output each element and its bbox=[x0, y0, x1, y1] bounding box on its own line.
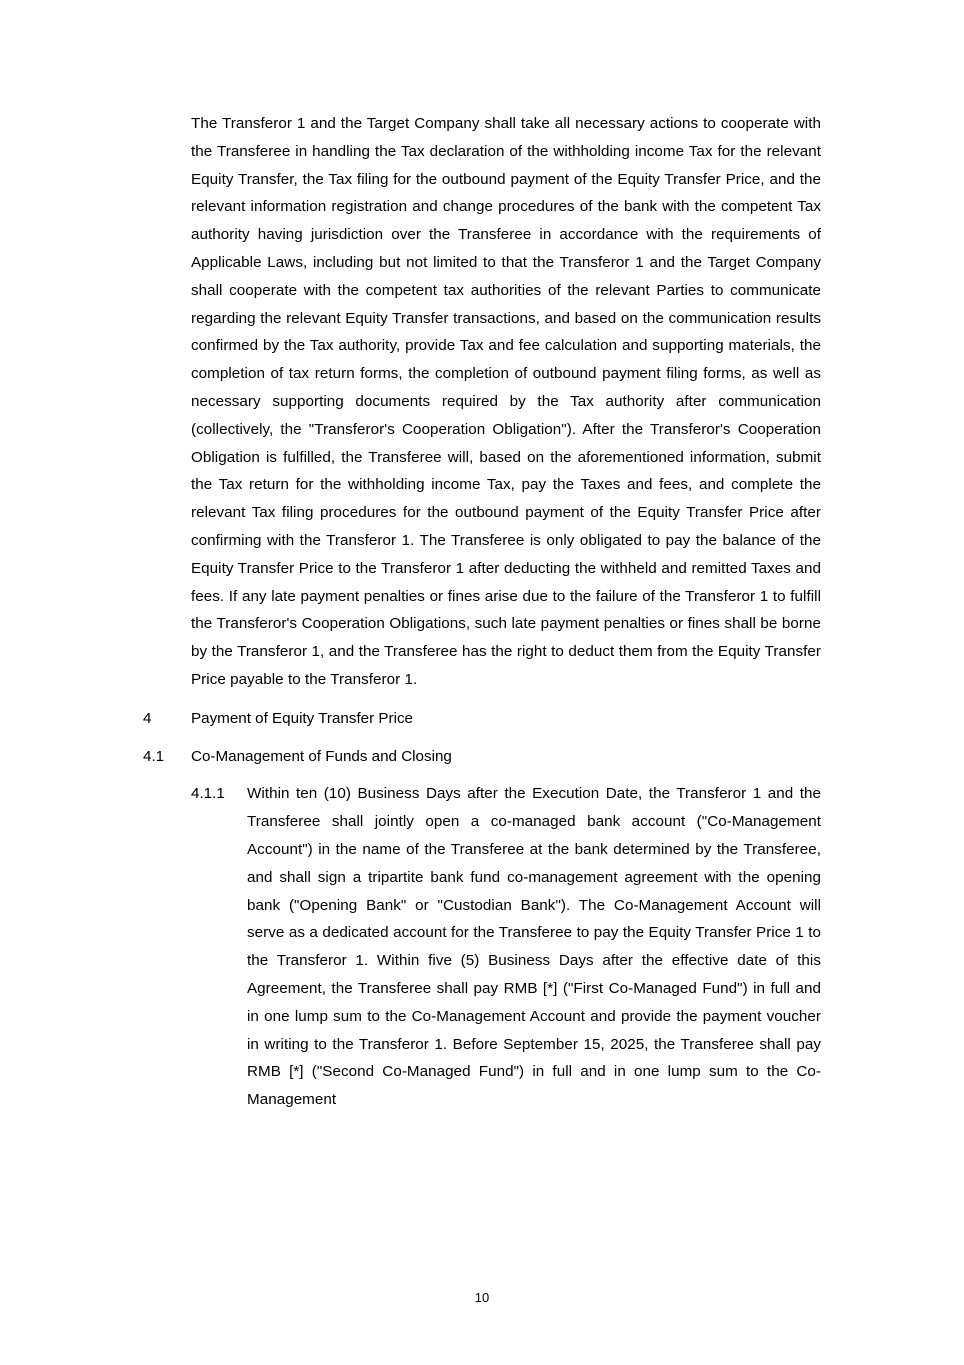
section-heading-4-1 bbox=[143, 743, 821, 771]
page-content bbox=[143, 110, 821, 1114]
paragraph-tax-cooperation-block bbox=[191, 110, 821, 694]
clause-number-4-1-1: 4.1.1 bbox=[191, 785, 225, 803]
section-title-4-1: Co-Management of Funds and Closing bbox=[191, 747, 452, 765]
section-number-4-1: 4.1 bbox=[143, 747, 165, 765]
section-number-4: 4 bbox=[143, 709, 152, 727]
section-heading-4 bbox=[143, 705, 821, 733]
clause-text-4-1-1: Within ten (10) Business Days after the Execution Date, the Transferor 1 and the Transferee shall jointly open a co-managed bank account ("Co-Management Account") in the name of the Transferee at the bank determined by the Transferee, and shall sign a tripartite bank fund co-management agreement with the opening bank ("Opening Bank" or "Custodian Bank"). The Co-Management Account will serve as a dedicated account for the Transferee to pay the Equity Transfer Price 1 to the Transferor 1. Within five (5) Business Days after the effective date of this Agreement, the Transferee shall pay RMB [*] ("First Co-Managed Fund") in full and in one lump sum to the Co-Management Account and provide the payment voucher in writing to the Transferor 1. Before September 15, 2025, the Transferee shall pay RMB [*] ("Second Co-Managed Fund") in full and in one lump sum to the Co-Management bbox=[247, 785, 821, 1109]
page-number: 10 bbox=[474, 1290, 490, 1305]
clause-4-1-1 bbox=[191, 780, 821, 1114]
section-title-4: Payment of Equity Transfer Price bbox=[191, 709, 413, 727]
paragraph-tax-cooperation: The Transferor 1 and the Target Company shall take all necessary actions to cooperate with the Transferee in handling the Tax declaration of the withholding income Tax for the relevant Equity Transfer, the Tax filing for the outbound payment of the Equity Transfer Price, and the relevant information registration and change procedures of the bank with the competent Tax authority having jurisdiction over the Transferee in accordance with the requirements of Applicable Laws, including but not limited to that the Transferor 1 and the Target Company shall cooperate with the competent tax authorities of the relevant Parties to communicate regarding the relevant Equity Transfer transactions, and based on the communication results confirmed by the Tax authority, provide Tax and fee calculation and supporting materials, the completion of tax return forms, the completion of outbound payment filing forms, as well as necessary supporting documents required by the Tax authority after communication (collectively, the "Transferor's Cooperation Obligation"). After the Transferor's Cooperation Obligation is fulfilled, the Transferee will, based on the aforementioned information, submit the Tax return for the withholding income Tax, pay the Taxes and fees, and complete the relevant Tax filing procedures for the outbound payment of the Equity Transfer Price after confirming with the Transferor 1. The Transferee is only obligated to pay the balance of the Equity Transfer Price to the Transferor 1 after deducting the withheld and remitted Taxes and fees. If any late payment penalties or fines arise due to the failure of the Transferor 1 to fulfill the Transferor's Cooperation Obligations, such late payment penalties or fines shall be borne by the Transferor 1, and the Transferee has the right to deduct them from the Equity Transfer Price payable to the Transferor 1. bbox=[191, 115, 821, 688]
